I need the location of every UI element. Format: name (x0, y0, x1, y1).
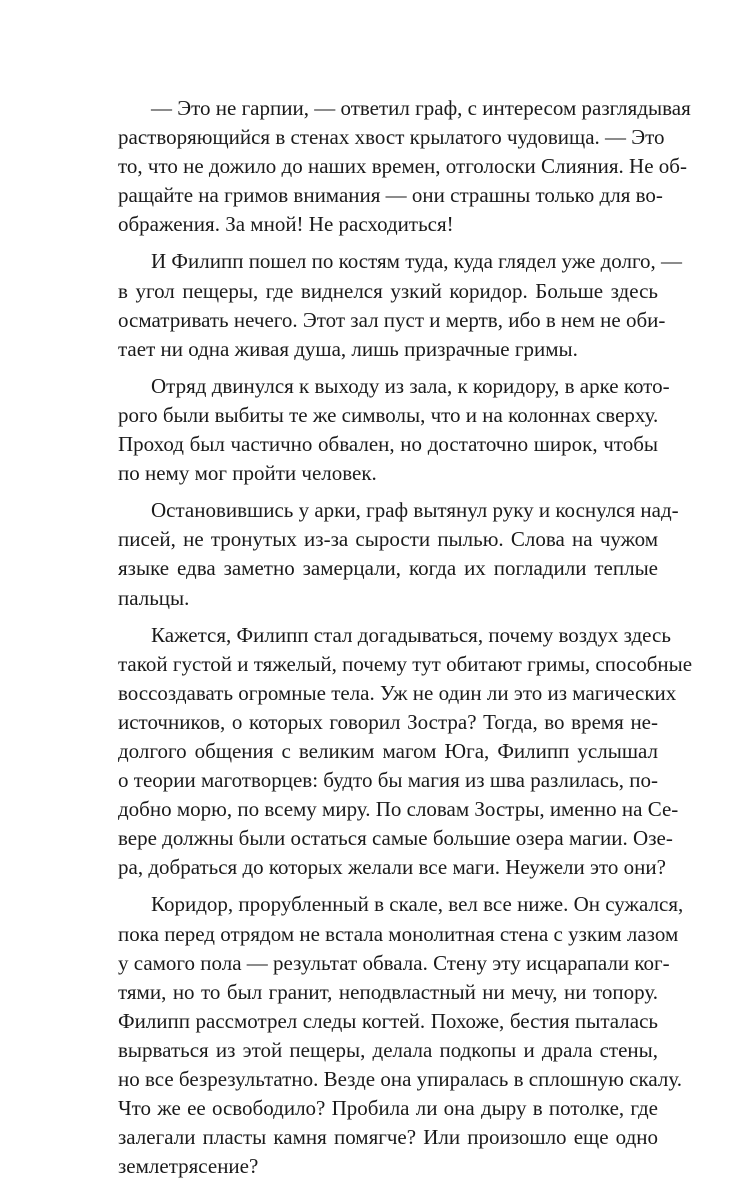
text-line: Кажется, Филипп стал догадываться, почему воздух здесь (151, 622, 671, 647)
text-line: то, что не дожило до наших времен, отголоски Слияния. Не об- (118, 154, 687, 179)
text-line: долгого общения с великим магом Юга, Филипп услышал (118, 738, 658, 763)
text-line: вырваться из этой пещеры, делала подкопы и драла стены, (118, 1037, 658, 1062)
text-line: языке едва заметно замерцали, когда их погладили теплые (118, 556, 658, 581)
paragraph (118, 372, 670, 488)
text-line: в угол пещеры, где виднелся узкий коридор. Больше здесь (118, 278, 658, 303)
body-text (118, 94, 693, 1181)
text-line: — Это не гарпии, — ответил граф, с интересом разглядывая (151, 96, 691, 120)
text-line: землетрясение? (118, 1154, 259, 1179)
text-line: Коридор, прорубленный в скале, вел все ниже. Он сужался, (151, 892, 684, 917)
text-line: пока перед отрядом не встала монолитная стена с узким лазом (118, 921, 679, 946)
paragraph (118, 890, 684, 1181)
text-line: Проход был частично обвален, но достаточно широк, чтобы (118, 432, 658, 457)
text-line: Что же ее освободило? Пробила ли она дыру в потолке, где (118, 1096, 658, 1121)
text-line: тями, но то был гранит, неподвластный ни мечу, ни топору. (118, 979, 658, 1004)
text-line: Остановившись у арки, граф вытянул руку и коснулся над- (151, 498, 679, 523)
text-line: добно морю, по всему миру. По словам Зостры, именно на Се- (118, 797, 679, 822)
text-line: такой густой и тяжелый, почему тут обитают гримы, способные (118, 651, 693, 676)
paragraph (118, 247, 683, 363)
text-line: Отряд двинулся к выходу из зала, к коридору, в арке кото- (151, 373, 670, 398)
text-line: ображения. За мной! Не расходиться! (118, 212, 454, 237)
paragraph (118, 496, 679, 612)
text-line: Филипп рассмотрел следы когтей. Похоже, бестия пыталась (118, 1008, 658, 1033)
text-line: ра, добраться до которых желали все маги. Неужели это они? (118, 855, 666, 880)
text-line: у самого пола — результат обвала. Стену эту исцарапали ког- (118, 950, 670, 975)
text-line: залегали пласты камня помягче? Или произошло еще одно (118, 1125, 658, 1150)
text-line: рого были выбиты те же символы, что и на колоннах сверху. (118, 402, 659, 427)
paragraph (118, 94, 691, 239)
text-line: по нему мог пройти человек. (118, 461, 377, 486)
text-line: источников, о которых говорил Зостра? Тогда, во время не- (118, 709, 658, 734)
text-line: о теории маготворцев: будто бы магия из шва разлилась, по- (118, 768, 658, 793)
text-line: но все безрезультатно. Везде она упиралась в сплошную скалу. (118, 1067, 682, 1091)
text-line: вере должны были остаться самые большие озера магии. Озе- (118, 826, 673, 851)
text-line: пальцы. (118, 585, 190, 610)
text-line: растворяющийся в стенах хвост крылатого чудовища. — Это (118, 125, 665, 150)
text-line: осматривать нечего. Этот зал пуст и мертв, ибо в нем не оби- (118, 307, 666, 332)
text-line: воссоздавать огромные тела. Уж не один ли это из магических (118, 680, 677, 705)
text-line: ращайте на гримов внимания — они страшны только для во- (118, 183, 663, 208)
text-line: тает ни одна живая душа, лишь призрачные гримы. (118, 336, 578, 361)
paragraph (118, 621, 693, 883)
text-line: писей, не тронутых из-за сырости пылью. Слова на чужом (118, 527, 658, 552)
text-line: И Филипп пошел по костям туда, куда глядел уже долго, — (151, 249, 683, 274)
